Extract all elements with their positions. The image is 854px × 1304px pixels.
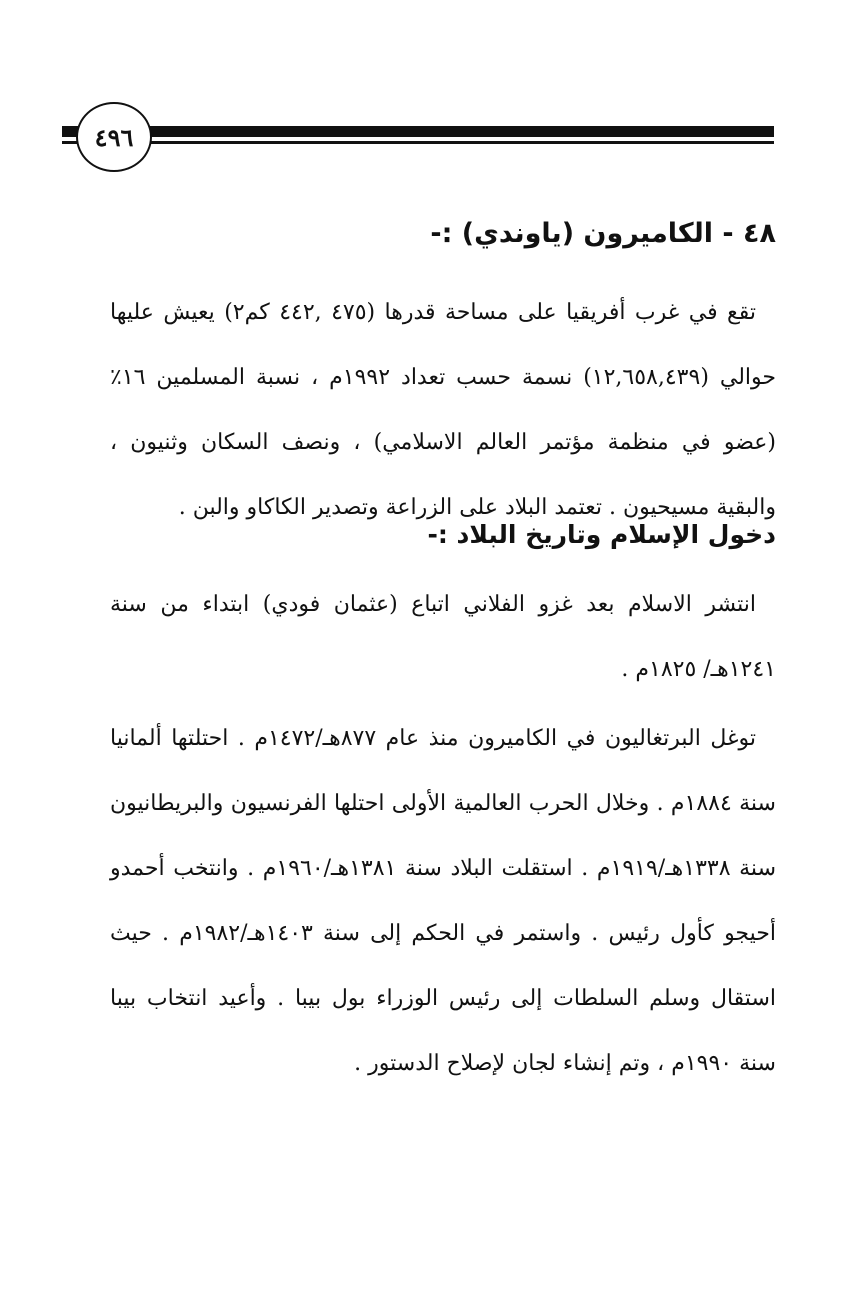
subsection-title: دخول الإسلام وتاريخ البلاد :- — [427, 520, 776, 549]
intro-paragraph: تقع في غرب أفريقيا على مساحة قدرها (٤٧٥ ,٤٤٢ كم٢) يعيش عليها حوالي (١٢,٦٥٨,٤٣٩) نسمة حسب تعداد ١٩٩٢م ، نسبة المسلمين ١٦٪ (عضو في منظمة مؤتمر العالم الاسلامي) ، ونصف السكان وثنيون ، والبقية مسيحيون . تعتمد البلاد على الزراعة وتصدير الكاكاو والبن . — [110, 300, 776, 520]
history-paragraph-2: توغل البرتغاليون في الكاميرون منذ عام ٨٧٧هـ/١٤٧٢م . احتلتها ألمانيا سنة ١٨٨٤م . وخلال الحرب العالمية الأولى احتلها الفرنسيون والبريطانيون سنة ١٣٣٨هـ/١٩١٩م . استقلت البلاد سنة ١٣٨١هـ/١٩٦٠م . وانتخب أحمدو أحيجو كأول رئيس . واستمر في الحكم إلى سنة ١٤٠٣هـ/١٩٨٢م . حيث استقال وسلم السلطات إلى رئيس الوزراء بول بيبا . وأعيد انتخاب بيبا سنة ١٩٩٠م ، وتم إنشاء لجان لإصلاح الدستور . — [110, 726, 776, 1076]
page-number: ٤٩٦ — [76, 102, 152, 172]
section-title: ٤٨ - الكاميرون (ياوندي) :- — [430, 218, 776, 249]
header-rule — [62, 124, 774, 148]
header-thick-line — [62, 126, 774, 137]
header-thin-line — [62, 141, 774, 144]
history-paragraph-1: انتشر الاسلام بعد غزو الفلاني اتباع (عثمان فودي) ابتداء من سنة ١٢٤١هـ/ ١٨٢٥م . — [110, 592, 776, 682]
